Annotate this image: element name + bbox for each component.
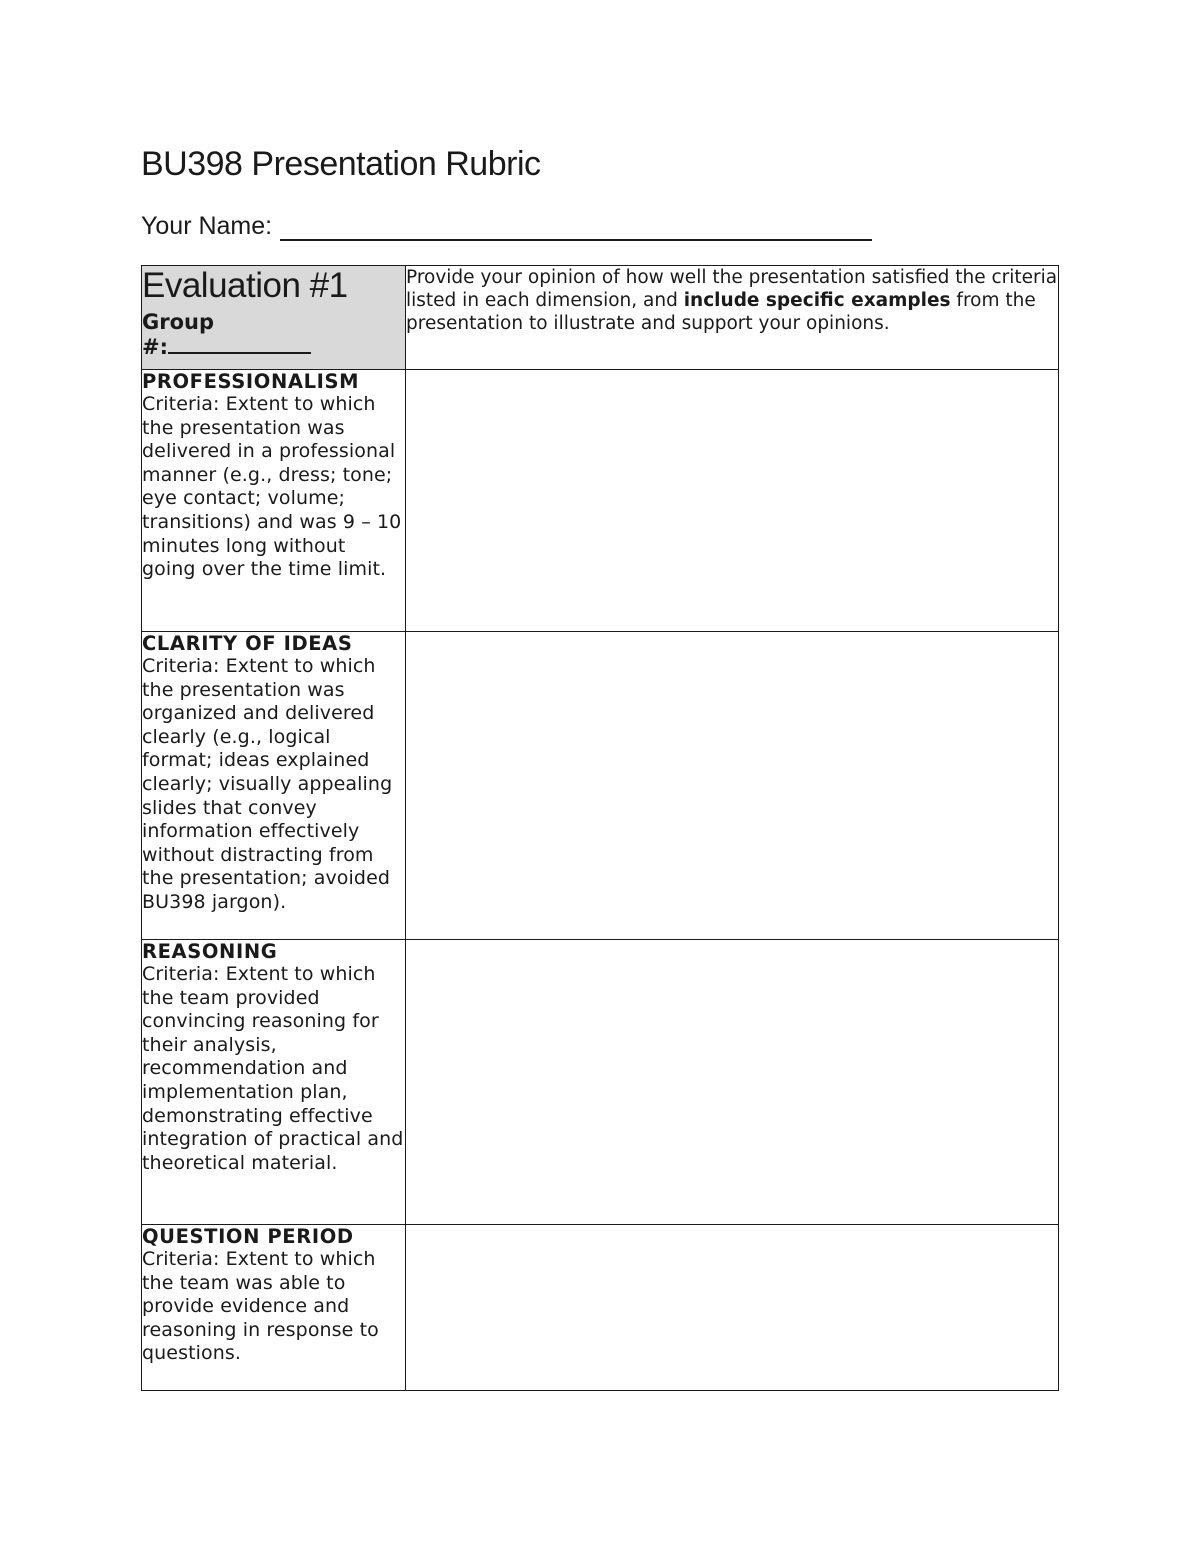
comment-cell-professionalism[interactable] xyxy=(406,370,1059,632)
criterion-cell-clarity xyxy=(142,632,406,940)
criterion-cell-reasoning xyxy=(142,940,406,1225)
evaluation-header-cell xyxy=(142,266,406,370)
group-number-prefix: #: xyxy=(142,335,168,359)
criterion-cell-professionalism xyxy=(142,370,406,632)
rubric-row-clarity xyxy=(142,632,1059,940)
name-field-row xyxy=(141,212,872,241)
criterion-title: CLARITY OF IDEAS xyxy=(142,632,353,655)
instructions-cell xyxy=(406,266,1059,370)
instructions-text-2: from the presentation to illustrate and support your opinions. xyxy=(406,290,1036,334)
instructions-text-1: Provide your opinion of how well the presentation satisfied the criteria listed in each dimension, and xyxy=(406,267,1058,311)
rubric-row-reasoning xyxy=(142,940,1059,1225)
rubric-row-question-period xyxy=(142,1225,1059,1391)
evaluation-heading: Evaluation #1 xyxy=(142,266,348,305)
criterion-title: PROFESSIONALISM xyxy=(142,370,360,393)
criterion-description: Criteria: Extent to which the presentation was organized and delivered clearly (e.g., logical format; ideas explained clearly; visually appealing slides that convey information effectively without distracting from the presentation; avoided BU398 jargon). xyxy=(142,655,393,913)
criterion-title: QUESTION PERIOD xyxy=(142,1225,354,1248)
instructions-bold-text: include specific examples xyxy=(683,290,951,311)
page-title: BU398 Presentation Rubric xyxy=(141,145,541,183)
rubric-header-row xyxy=(142,266,1059,370)
comment-cell-reasoning[interactable] xyxy=(406,940,1059,1225)
criterion-title: REASONING xyxy=(142,940,278,963)
rubric-row-professionalism xyxy=(142,370,1059,632)
group-label: Group xyxy=(142,310,215,334)
criterion-description: Criteria: Extent to which the team provided convincing reasoning for their analysis, recommendation and implementation plan, demonstrating effective integration of practical and theoretical material. xyxy=(142,963,404,1174)
rubric-table xyxy=(141,265,1059,1391)
criterion-description: Criteria: Extent to which the presentation was delivered in a professional manner (e.g., dress; tone; eye contact; volume; transitions) and was 9 – 10 minutes long without going over the time limit. xyxy=(142,393,402,581)
criterion-cell-question-period xyxy=(142,1225,406,1391)
criterion-description: Criteria: Extent to which the team was able to provide evidence and reasoning in response to questions. xyxy=(142,1248,379,1365)
comment-cell-clarity[interactable] xyxy=(406,632,1059,940)
name-label: Your Name: xyxy=(141,212,273,240)
group-number-blank[interactable] xyxy=(168,334,311,354)
name-blank-line[interactable] xyxy=(280,213,872,241)
comment-cell-question-period[interactable] xyxy=(406,1225,1059,1391)
group-number-row xyxy=(142,334,405,359)
